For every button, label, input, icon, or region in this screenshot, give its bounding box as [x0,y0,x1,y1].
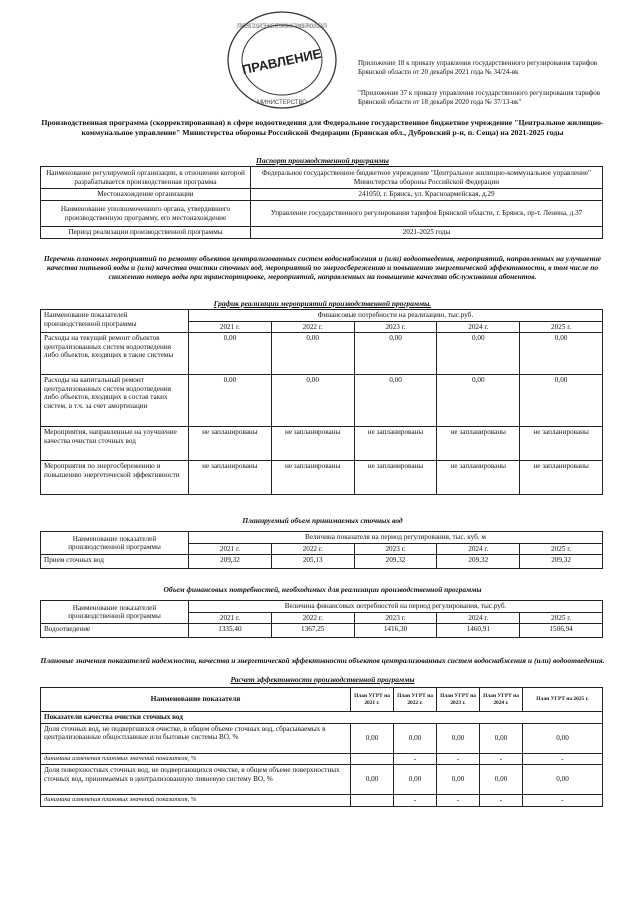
year-header: 2023 г. [354,321,437,333]
cell-value: не запланированы [520,461,603,495]
cell-value: 0,00 [351,723,394,753]
cell-value: 205,13 [271,555,354,569]
table-header-row [41,532,603,544]
table-row [41,427,603,461]
year-header: 2025 г. [520,612,603,624]
cell-value: 1506,94 [520,624,603,638]
year-header: 2024 г. [437,543,520,555]
table-row [41,201,603,227]
cell-value: 209,32 [189,555,272,569]
annex-note-2: "Приложение 37 к приказу управления государственного регулирования тарифов Брянской области от 18 декабря 2020 года № 37/13-вк" [358,89,601,106]
dynamics-label: динамика изменения плановых значений показателя, % [41,753,351,765]
cell-value: не запланированы [271,461,354,495]
year-header: 2023 г. [354,543,437,555]
cell-value: 209,32 [437,555,520,569]
section-row [41,712,603,724]
year-header: 2022 г. [271,612,354,624]
measures-heading: Перечень плановых мероприятий по ремонту объектов централизованных систем водоснабжения и (или) водоотведения, мероприятий, направленных на улучшение качества питьевой воды и (или) качества очистки сточных вод, мероприятий по энергосбережению и повышению энергетической эффективности, в том числе по снижению потерь воды при транспортировке, мероприятий, направленных на повышение качества обслуживания абонентов. [43,254,602,281]
cell-value: 1335,40 [189,624,272,638]
plan-column-header: План УГРТ на 2025 г. [523,688,603,712]
row-name: Мероприятия, направленные на улучшение качества очистки сточных вод [41,427,189,461]
table-row [41,189,603,201]
dynamics-label: динамика изменения плановых значений показателя, % [41,795,351,807]
year-header: 2022 г. [271,543,354,555]
passport-label: Наименование уполномоченного органа, утвердившего производственную программу, его местонахождение [41,201,251,227]
stamp-bottom-text: МИНИСТЕРСТВО [257,100,307,106]
cell-value: 0,00 [354,333,437,375]
cell-value: не запланированы [189,461,272,495]
year-header: 2025 г. [520,321,603,333]
cell-value: 0,00 [437,723,480,753]
passport-heading: Паспорт производственной программы [256,156,389,165]
row-name: Доля сточных вод, не подвергшихся очистке, в общем объеме сточных вод, сбрасываемых в централизованные общесплавные или бытовые системы ВО, % [41,723,351,753]
row-name: Расходы на текущий ремонт объектов централизованных систем водоотведения либо объектов, входящих в такие системы [41,333,189,375]
cell-value: 0,00 [480,765,523,795]
passport-table [40,166,603,239]
year-header: 2024 г. [437,612,520,624]
cell-value: 0,00 [520,375,603,427]
cell-value: 0,00 [437,333,520,375]
table-row [41,167,603,189]
table-row [41,555,603,569]
table-row [41,765,603,795]
passport-value: 2021-2025 годы [251,227,603,239]
cell-value: 0,00 [271,333,354,375]
row-name: Мероприятия по энергосбережению и повышению энергетической эффективности [41,461,189,495]
row-name: Прием сточных вод [41,555,189,569]
table-header-row [41,310,603,322]
year-header: 2021 г. [189,543,272,555]
cell-value: не запланированы [354,427,437,461]
year-header: 2025 г. [520,543,603,555]
cell-value: 0,00 [189,333,272,375]
passport-value: Федеральное государственное бюджетное учреждение "Центральное жилищно-коммунальное управление" Министерства обороны Российской Федерации [251,167,603,189]
cell-value [351,753,394,765]
cell-value: 209,32 [354,555,437,569]
table-header-row [41,688,603,712]
table-row [41,461,603,495]
plan-column-header: План УГРТ на 2022 г. [394,688,437,712]
cell-value: не запланированы [437,427,520,461]
cell-value: 0,00 [394,765,437,795]
cell-value: 0,00 [189,375,272,427]
wastewater-heading: Планируемый объем принимаемых сточных вод [242,516,403,525]
table-row [41,723,603,753]
table-row [41,795,603,807]
finance-heading: Объем финансовых потребностей, необходимых для реализации производственной программы [163,585,482,594]
stamp-center-text: ПРАВЛЕНИЕ [240,45,323,78]
cell-value: 1460,91 [437,624,520,638]
cell-value: 1416,30 [354,624,437,638]
column-header: Наименование показателей производственной программы [41,601,189,624]
year-header: 2021 г. [189,321,272,333]
cell-value: 0,00 [523,723,603,753]
cell-value: - [480,795,523,807]
annex-note-1: Приложение 18 к приказу управления государственного регулирования тарифов Брянской области от 20 декабря 2021 года № 34/24-вк [358,59,598,76]
cell-value: - [437,795,480,807]
cell-value: - [394,753,437,765]
column-header: Наименование показателя [41,688,351,712]
passport-label: Местонахождение организации [41,189,251,201]
year-header: 2022 г. [271,321,354,333]
cell-value: 0,00 [437,375,520,427]
indicators-table [40,687,603,807]
cell-value: 0,00 [437,765,480,795]
cell-value: 209,32 [520,555,603,569]
passport-value: 241050, г. Брянск, ул. Красноармейская, д.29 [251,189,603,201]
row-name: Водоотведение [41,624,189,638]
cell-value [351,795,394,807]
cell-value: не запланированы [354,461,437,495]
cell-value: 0,00 [351,765,394,795]
cell-value: - [523,753,603,765]
table-row [41,753,603,765]
year-header: 2024 г. [437,321,520,333]
column-group-header: Финансовые потребности на реализацию, тыс.руб. [189,310,603,322]
indicators-subheading: Расчет эффективности производственной программы [230,675,415,684]
row-name: Доля поверхностных сточных вод, не подвергающихся очистке, в общем объеме поверхностных сточных вод, принимаемых в централизованную ливневую систему ВО, % [41,765,351,795]
column-header: Наименование показателей производственной программы [41,310,189,333]
year-header: 2023 г. [354,612,437,624]
cell-value: 0,00 [354,375,437,427]
stamp-top-text: УПРАВЛЕНИЕ ГОСУДАРСТВЕННОГО РЕГУЛИРОВАНИЯ ТАРИФОВ БРЯНСКОЙ ОБЛАСТИ [237,24,493,30]
section-title: Показатели качества очистки сточных вод [41,712,603,724]
table-row [41,375,603,427]
cell-value: не запланированы [189,427,272,461]
cell-value: 0,00 [480,723,523,753]
measures-table [40,309,603,495]
cell-value: 0,00 [271,375,354,427]
cell-value: - [480,753,523,765]
cell-value: не запланированы [271,427,354,461]
cell-value: - [394,795,437,807]
column-header: Наименование показателей производственной программы [41,532,189,555]
measures-subheading: График реализации мероприятий производственной программы. [213,299,432,308]
table-row [41,624,603,638]
table-row [41,227,603,239]
plan-column-header: План УГРТ на 2024 г. [480,688,523,712]
table-header-row [41,601,603,613]
cell-value: - [523,795,603,807]
cell-value: 0,00 [520,333,603,375]
plan-column-header: План УГРТ на 2021 г. [351,688,394,712]
document-title: Производственная программа (скорректированная) в сфере водоотведения для Федеральное государственное бюджетное учреждение "Центральное жилищно-коммунальное управление" Министерства обороны Российской Федерации (Брянская обл., Дубровский р-н, п. Сеща) на 2021-2025 годы [41,118,604,137]
cell-value: - [437,753,480,765]
cell-value: 1367,25 [271,624,354,638]
row-name: Расходы на капитальный ремонт централизованных систем водоотведения либо объектов, входящих в состав таких систем, в т.ч. за счет амортизации [41,375,189,427]
plan-column-header: План УГРТ на 2023 г. [437,688,480,712]
table-row [41,333,603,375]
cell-value: 0,00 [394,723,437,753]
indicators-heading: Плановые значения показателей надежности, качества и энергетической эффективности объектов централизованных систем водоснабжения и (или) водоотведения. [40,656,605,665]
passport-label: Период реализации производственной программы [41,227,251,239]
wastewater-table [40,531,603,569]
passport-value: Управление государственного регулирования тарифов Брянской области, г. Брянск, пр-т. Ленина, д.37 [251,201,603,227]
column-group-header: Величина финансовых потребностей на период регулирования, тыс.руб. [189,601,603,613]
cell-value: 0,00 [523,765,603,795]
finance-table [40,600,603,638]
passport-label: Наименование регулируемой организации, в отношении которой разрабатывается производственная программа [41,167,251,189]
cell-value: не запланированы [520,427,603,461]
column-group-header: Величина показателя на период регулирования, тыс. куб. м [189,532,603,544]
cell-value: не запланированы [437,461,520,495]
year-header: 2021 г. [189,612,272,624]
